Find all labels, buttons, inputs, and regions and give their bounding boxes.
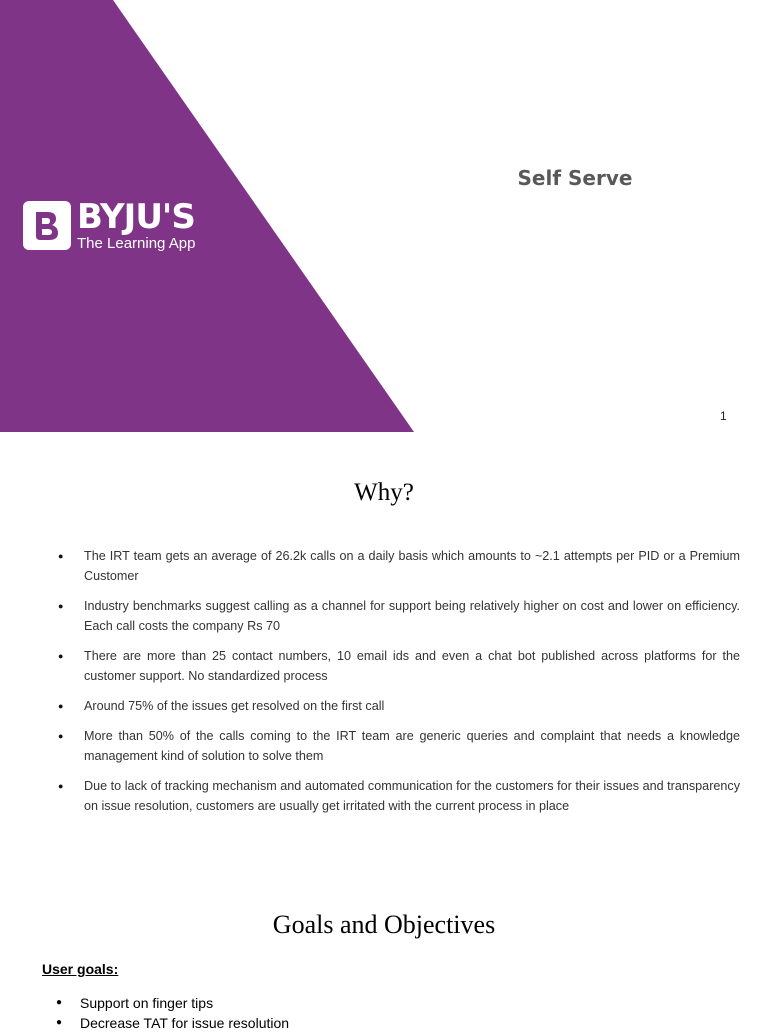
list-item: ● Industry benchmarks suggest calling as a channel for support being relatively higher on cost and lower on efficiency. Each call costs the company Rs 70 xyxy=(58,596,740,636)
why-bullet-list xyxy=(58,546,740,826)
list-item: ● The IRT team gets an average of 26.2k calls on a daily basis which amounts to ~2.1 attempts per PID or a Premium Customer xyxy=(58,546,740,586)
list-item: ● Support on finger tips xyxy=(56,993,289,1013)
why-heading: Why? xyxy=(354,479,414,506)
list-item: ● Due to lack of tracking mechanism and automated communication for the customers for their issues and transparency on issue resolution, customers are usually get irritated with the current process in place xyxy=(58,776,740,816)
title-slide xyxy=(0,0,768,432)
user-goals-label: User goals: xyxy=(42,961,119,977)
slide-title: Self Serve xyxy=(517,166,633,190)
list-item: ● There are more than 25 contact numbers, 10 email ids and even a chat bot published across platforms for the customer support. No standardized process xyxy=(58,646,740,686)
goals-heading: Goals and Objectives xyxy=(272,910,496,939)
page-number: 1 xyxy=(720,409,727,423)
byjus-logo-icon xyxy=(23,201,71,250)
list-item: ● Decrease TAT for issue resolution xyxy=(56,1013,289,1033)
logo-name: BYJU'S xyxy=(77,197,195,237)
byjus-logo xyxy=(23,197,196,252)
list-item: ● Around 75% of the issues get resolved on the first call xyxy=(58,696,740,716)
user-goals-list xyxy=(56,993,289,1033)
list-item: ● More than 50% of the calls coming to the IRT team are generic queries and complaint that needs a knowledge management kind of solution to solve them xyxy=(58,726,740,766)
logo-tagline: The Learning App xyxy=(77,235,196,252)
